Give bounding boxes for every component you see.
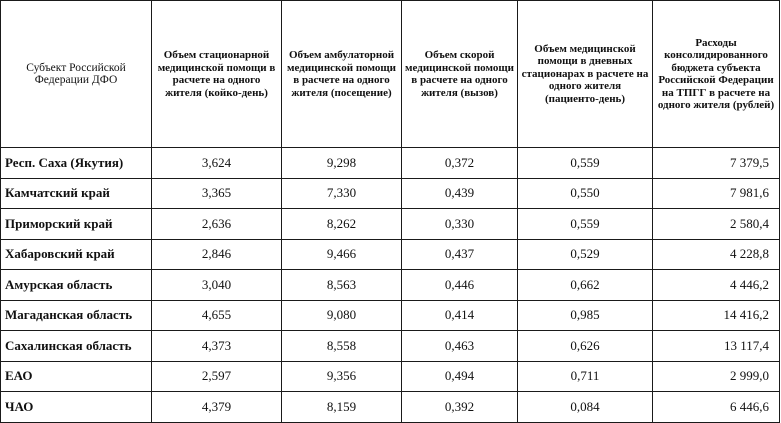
cell-spending: 14 416,2 <box>653 300 780 331</box>
table-row <box>1 361 780 392</box>
table-row <box>1 331 780 362</box>
header-day-hospital: Объем медицинской помощи в дневных стационарах в расчете на одного жителя (пациенто-день) <box>518 1 653 148</box>
header-region: Субъект Российской Федерации ДФО <box>1 1 152 148</box>
cell-spending: 2 580,4 <box>653 209 780 240</box>
cell-region: Амурская область <box>1 270 152 301</box>
cell-ambulance: 0,494 <box>402 361 518 392</box>
cell-region: Приморский край <box>1 209 152 240</box>
cell-ambulance: 0,439 <box>402 178 518 209</box>
cell-ambulance: 0,463 <box>402 331 518 362</box>
header-spending: Расходы консолидированного бюджета субъекта Российской Федерации на ТПГГ в расчете на одного жителя (рублей) <box>653 1 780 148</box>
cell-outpatient: 9,466 <box>282 239 402 270</box>
cell-ambulance: 0,372 <box>402 148 518 179</box>
cell-day-hospital: 0,711 <box>518 361 653 392</box>
header-ambulance: Объем скорой медицинской помощи в расчете на одного жителя (вызов) <box>402 1 518 148</box>
cell-spending: 7 379,5 <box>653 148 780 179</box>
cell-day-hospital: 0,985 <box>518 300 653 331</box>
cell-ambulance: 0,437 <box>402 239 518 270</box>
cell-spending: 2 999,0 <box>653 361 780 392</box>
cell-inpatient: 3,040 <box>152 270 282 301</box>
cell-inpatient: 2,597 <box>152 361 282 392</box>
table-row <box>1 270 780 301</box>
cell-day-hospital: 0,529 <box>518 239 653 270</box>
cell-outpatient: 8,558 <box>282 331 402 362</box>
cell-outpatient: 9,356 <box>282 361 402 392</box>
cell-outpatient: 8,159 <box>282 392 402 423</box>
cell-region: Камчатский край <box>1 178 152 209</box>
cell-outpatient: 8,563 <box>282 270 402 301</box>
cell-day-hospital: 0,662 <box>518 270 653 301</box>
cell-outpatient: 9,080 <box>282 300 402 331</box>
cell-inpatient: 2,636 <box>152 209 282 240</box>
cell-inpatient: 4,379 <box>152 392 282 423</box>
cell-region: Магаданская область <box>1 300 152 331</box>
cell-day-hospital: 0,559 <box>518 148 653 179</box>
cell-inpatient: 3,365 <box>152 178 282 209</box>
cell-inpatient: 3,624 <box>152 148 282 179</box>
table-row <box>1 148 780 179</box>
cell-ambulance: 0,446 <box>402 270 518 301</box>
cell-day-hospital: 0,550 <box>518 178 653 209</box>
cell-spending: 4 228,8 <box>653 239 780 270</box>
cell-outpatient: 9,298 <box>282 148 402 179</box>
cell-spending: 6 446,6 <box>653 392 780 423</box>
cell-day-hospital: 0,084 <box>518 392 653 423</box>
cell-region: Сахалинская область <box>1 331 152 362</box>
cell-inpatient: 4,655 <box>152 300 282 331</box>
cell-ambulance: 0,414 <box>402 300 518 331</box>
cell-outpatient: 8,262 <box>282 209 402 240</box>
cell-region: Респ. Саха (Якутия) <box>1 148 152 179</box>
header-row <box>1 1 780 148</box>
cell-region: Хабаровский край <box>1 239 152 270</box>
cell-ambulance: 0,392 <box>402 392 518 423</box>
table-row <box>1 178 780 209</box>
header-inpatient: Объем стационарной медицинской помощи в расчете на одного жителя (койко-день) <box>152 1 282 148</box>
cell-region: ЧАО <box>1 392 152 423</box>
cell-day-hospital: 0,559 <box>518 209 653 240</box>
cell-day-hospital: 0,626 <box>518 331 653 362</box>
cell-outpatient: 7,330 <box>282 178 402 209</box>
table-row <box>1 209 780 240</box>
cell-spending: 13 117,4 <box>653 331 780 362</box>
table-row <box>1 300 780 331</box>
table-row <box>1 239 780 270</box>
cell-spending: 4 446,2 <box>653 270 780 301</box>
cell-ambulance: 0,330 <box>402 209 518 240</box>
header-outpatient: Объем амбулаторной медицинской помощи в расчете на одного жителя (посещение) <box>282 1 402 148</box>
cell-inpatient: 4,373 <box>152 331 282 362</box>
cell-inpatient: 2,846 <box>152 239 282 270</box>
cell-spending: 7 981,6 <box>653 178 780 209</box>
cell-region: ЕАО <box>1 361 152 392</box>
table-row <box>1 392 780 423</box>
